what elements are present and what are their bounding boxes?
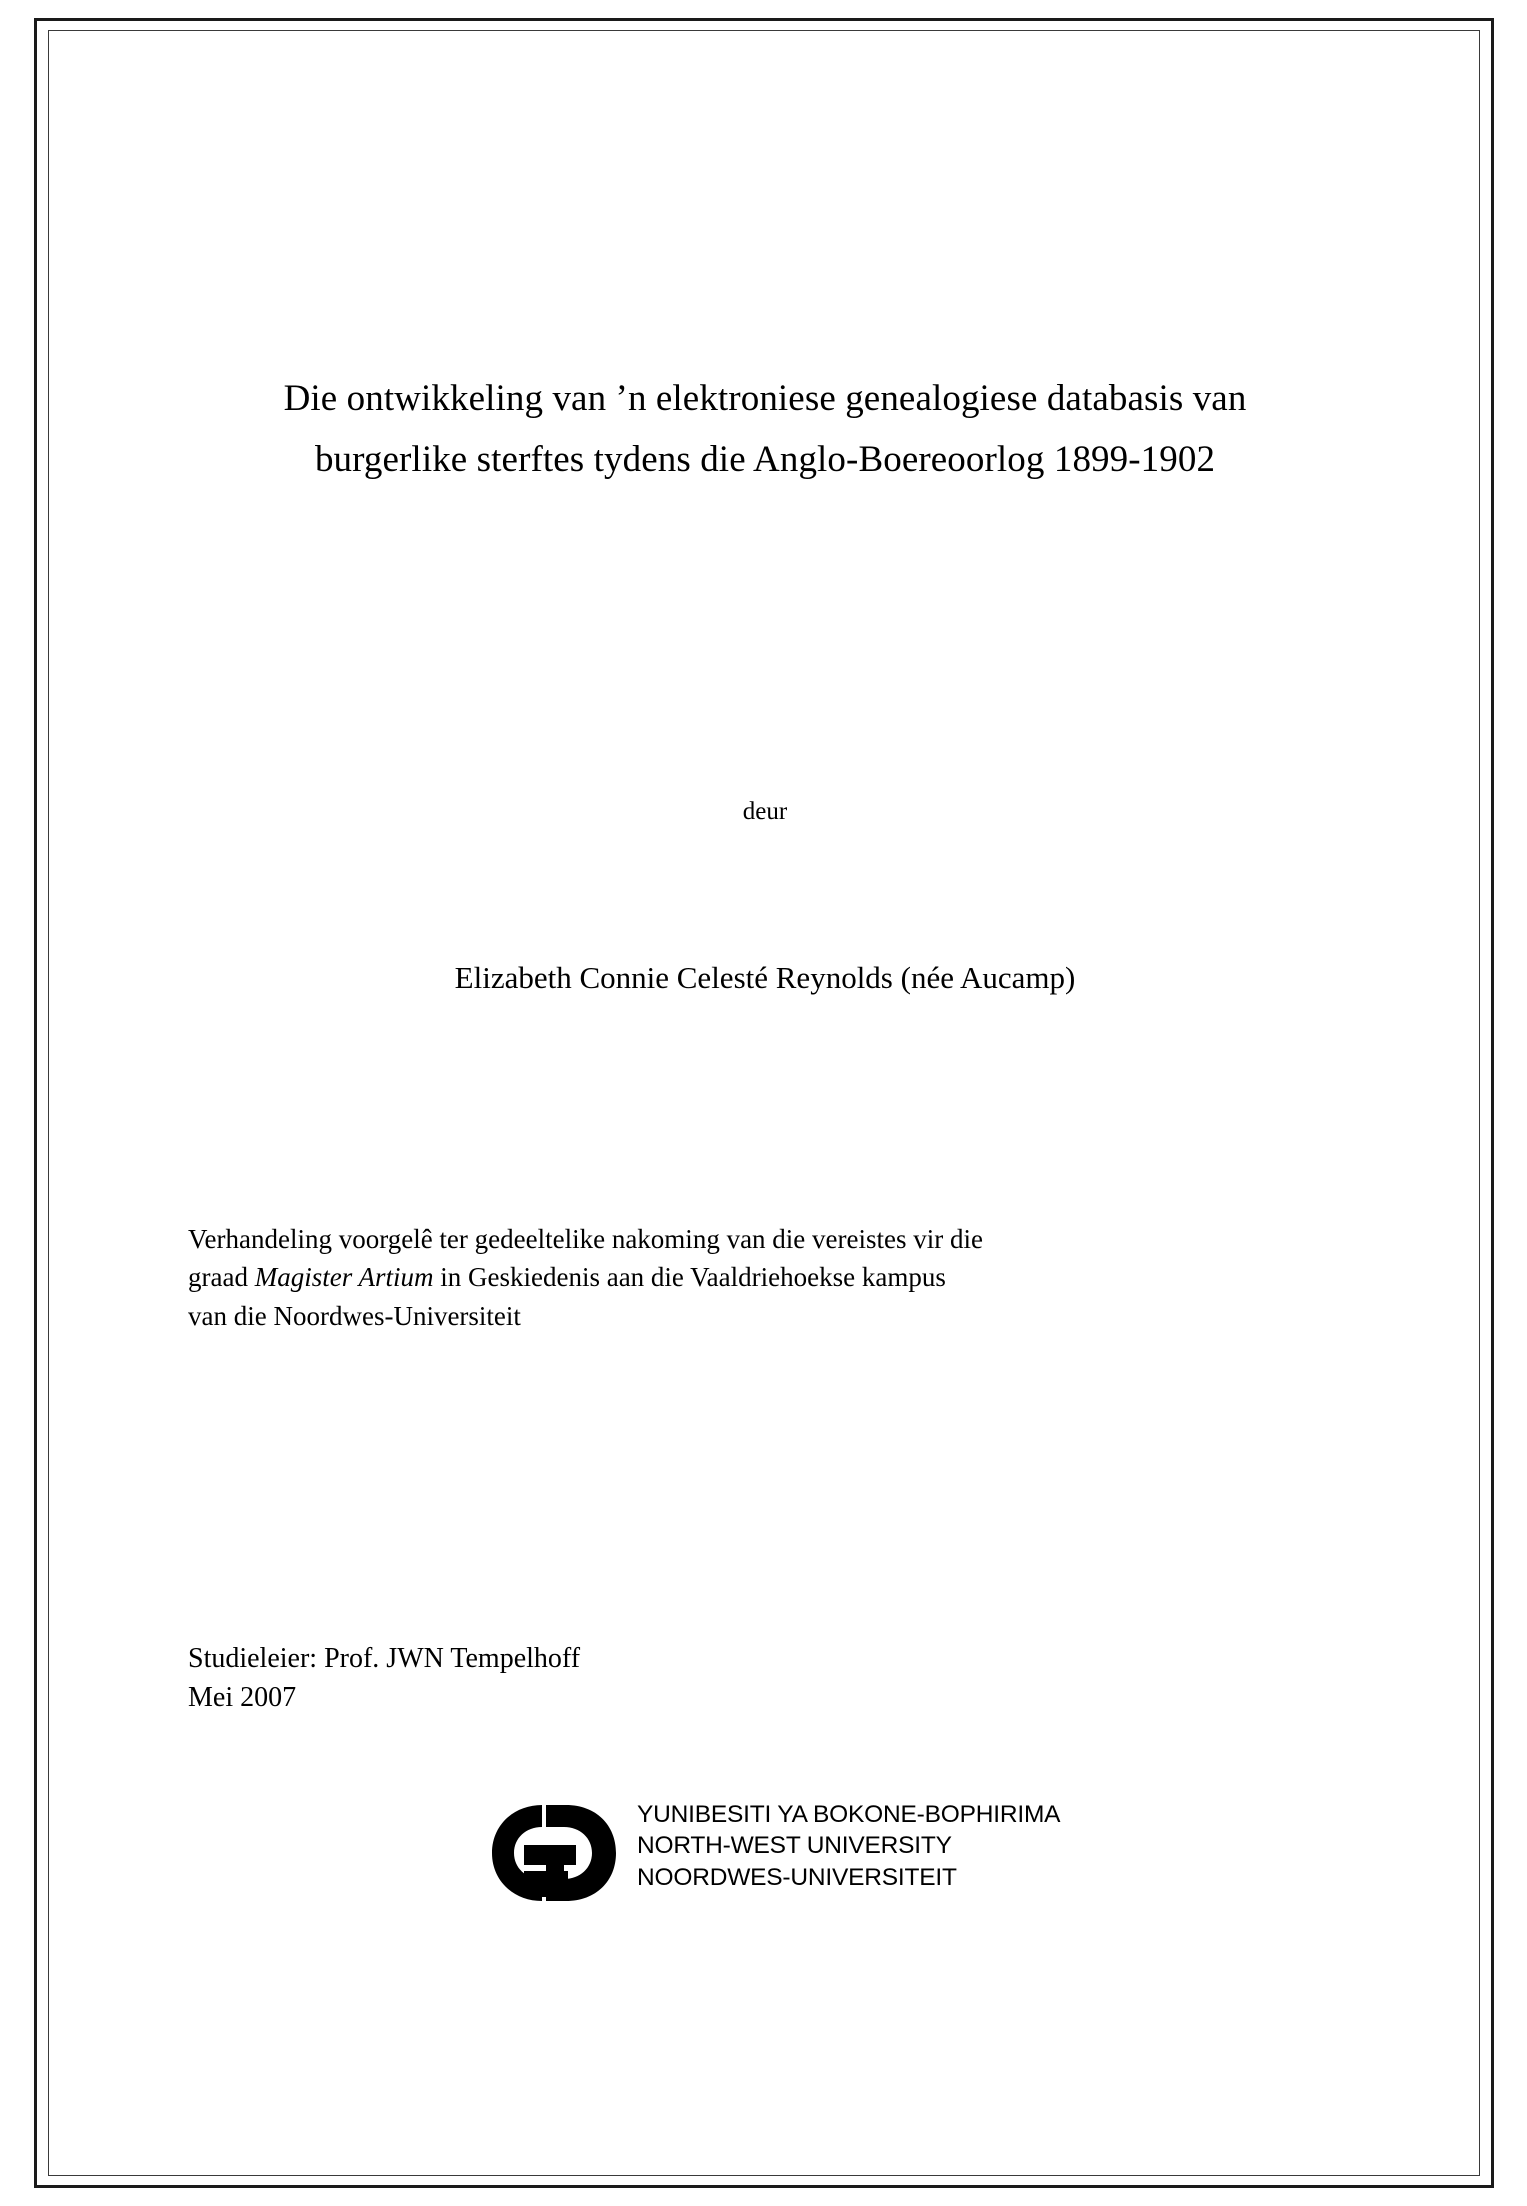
degree-name: Magister Artium xyxy=(254,1262,434,1293)
statement-line-2-post: in Geskiedenis aan die Vaaldriehoekse kampus xyxy=(433,1262,946,1293)
north-west-university-logo-icon xyxy=(480,1801,630,1909)
university-logo-text xyxy=(637,1799,1060,1893)
by-label: deur xyxy=(742,798,788,825)
author-name: Elizabeth Connie Celesté Reynolds (née Aucamp) xyxy=(454,960,1076,995)
statement-line-2-pre: graad xyxy=(188,1262,255,1293)
logo-text-line-2: NORTH-WEST UNIVERSITY xyxy=(637,1832,952,1860)
supervisor-line: Studieleier: Prof. JWN Tempelhoff xyxy=(188,1643,581,1674)
title-line-1: Die ontwikkeling van ’n elektroniese genealogiese databasis van xyxy=(283,378,1247,419)
university-logo-block xyxy=(480,1795,1140,1915)
statement-line-2 xyxy=(188,1258,1305,1296)
statement-line-3: van die Noordwes-Universiteit xyxy=(188,1300,521,1331)
degree-statement xyxy=(188,1220,1305,1335)
page-title xyxy=(190,368,1340,490)
logo-text-line-1: YUNIBESITI YA BOKONE-BOPHIRIMA xyxy=(637,1801,1061,1828)
title-page-content xyxy=(150,0,1380,2206)
statement-line-1: Verhandeling voorgelê ter gedeeltelike nakoming van die vereistes vir die xyxy=(188,1224,983,1254)
title-line-2: burgerlike sterftes tydens die Anglo-Boereoorlog 1899-1902 xyxy=(314,439,1216,481)
date-line: Mei 2007 xyxy=(188,1681,297,1713)
logo-text-line-3: NOORDWES-UNIVERSITEIT xyxy=(637,1863,957,1891)
supervisor-block xyxy=(188,1640,1188,1717)
